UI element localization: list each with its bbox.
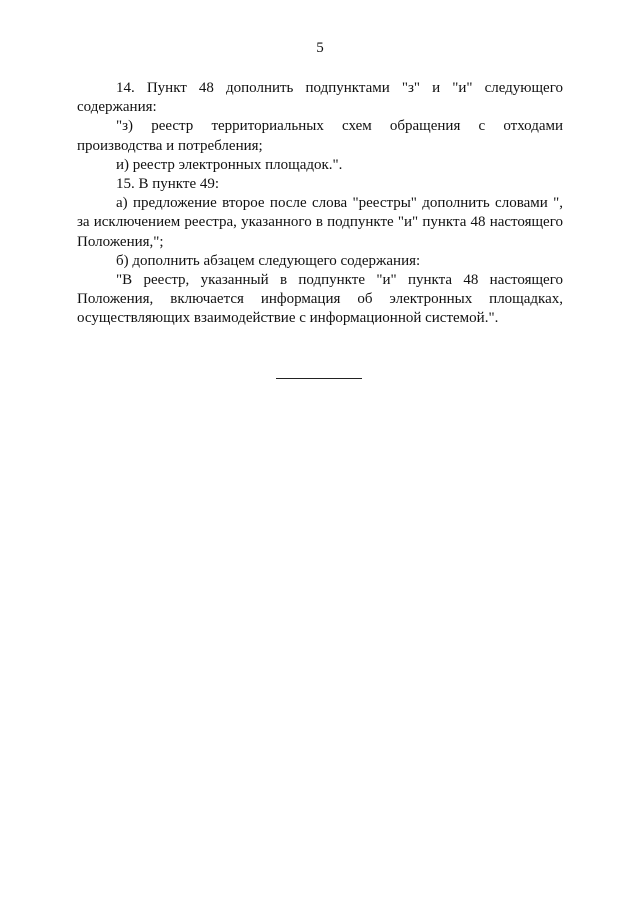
paragraph-item-14: 14. Пункт 48 дополнить подпунктами "з" и "и" следующего содержания: (77, 80, 563, 116)
paragraph-subitem-z: "з) реестр территориальных схем обращения с отходами производства и потребления; (77, 118, 563, 154)
paragraph-subitem-a: а) предложение второе после слова "реестры" дополнить словами ", за исключением реестра, указанного в подпункте "и" пункта 48 настоящего Положения,"; (77, 195, 563, 250)
page-number: 5 (316, 40, 324, 56)
document-body (77, 79, 563, 329)
paragraph-subitem-b: б) дополнить абзацем следующего содержания: (116, 252, 421, 269)
end-divider-line (276, 378, 362, 379)
paragraph-quoted-addition: "В реестр, указанный в подпункте "и" пункта 48 настоящего Положения, включается информация об электронных площадках, осуществляющих взаимодействие с информационной системой.". (77, 272, 563, 327)
paragraph-subitem-i: и) реестр электронных площадок.". (116, 156, 343, 173)
paragraph-item-15: 15. В пункте 49: (116, 176, 220, 193)
